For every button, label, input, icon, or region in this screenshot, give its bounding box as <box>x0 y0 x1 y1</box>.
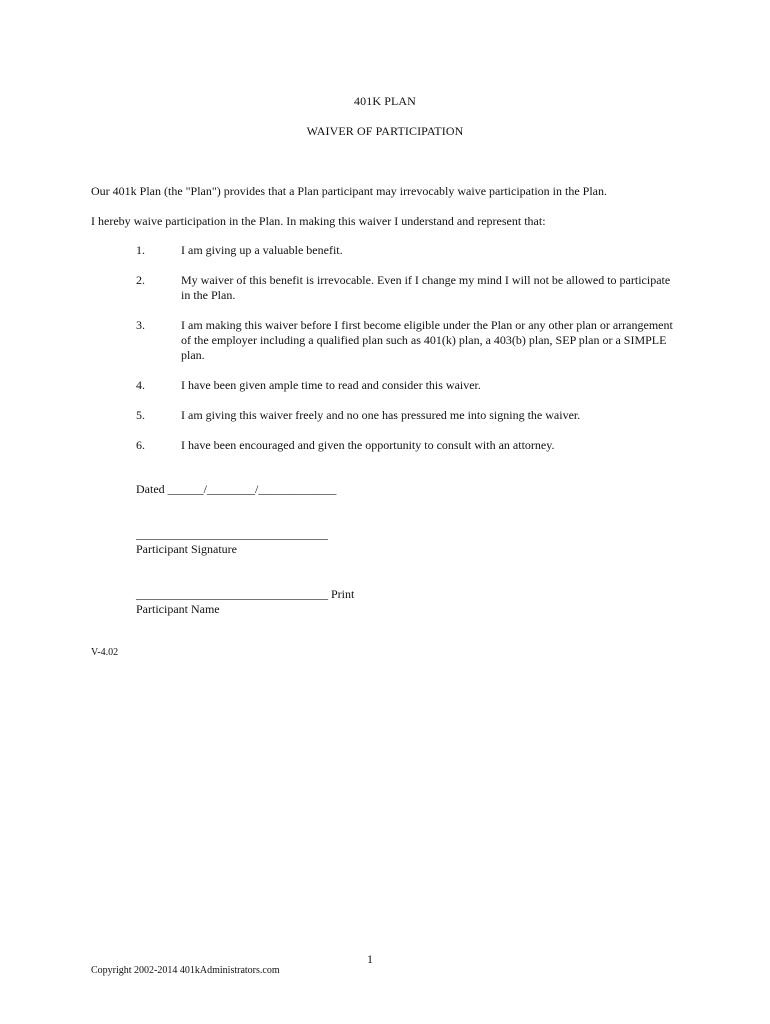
print-name-line: ________________________________ Print <box>136 587 355 601</box>
participant-name-label: Participant Name <box>136 602 220 616</box>
list-item-number: 3. <box>136 318 145 332</box>
document-subtitle: WAIVER OF PARTICIPATION <box>306 124 464 138</box>
copyright-notice: Copyright 2002-2014 401kAdministrators.com <box>91 965 280 976</box>
signature-line: ________________________________ <box>136 527 328 541</box>
page-number: 1 <box>367 952 373 966</box>
list-item-number: 5. <box>136 408 145 422</box>
list-item-text: I have been given ample time to read and consider this waiver. <box>181 378 481 392</box>
intro-paragraph: Our 401k Plan (the "Plan") provides that a Plan participant may irrevocably waive participation in the Plan. <box>91 184 607 198</box>
document-title: 401K PLAN <box>354 94 416 108</box>
list-item-number: 4. <box>136 378 145 392</box>
dated-field: Dated ______/________/_____________ <box>136 482 337 496</box>
statement-paragraph: I hereby waive participation in the Plan. In making this waiver I understand and represent that: <box>91 214 546 228</box>
list-item-number: 1. <box>136 243 145 257</box>
list-item-text: I am giving up a valuable benefit. <box>181 243 343 257</box>
list-item-text: I am giving this waiver freely and no one has pressured me into signing the waiver. <box>181 408 581 422</box>
list-item-text: My waiver of this benefit is irrevocable. Even if I change my mind I will not be allowed to participate in the Plan. <box>181 273 671 302</box>
signature-label: Participant Signature <box>136 542 237 556</box>
list-item-number: 2. <box>136 273 145 287</box>
version-label: V-4.02 <box>91 647 119 658</box>
list-item-text: I have been encouraged and given the opportunity to consult with an attorney. <box>181 438 555 452</box>
list-item-number: 6. <box>136 438 145 452</box>
list-item-text: I am making this waiver before I first become eligible under the Plan or any other plan or arrangement of the employer including a qualified plan such as 401(k) plan, a 403(b) plan, SEP plan or a SIMPLE plan. <box>181 318 673 362</box>
